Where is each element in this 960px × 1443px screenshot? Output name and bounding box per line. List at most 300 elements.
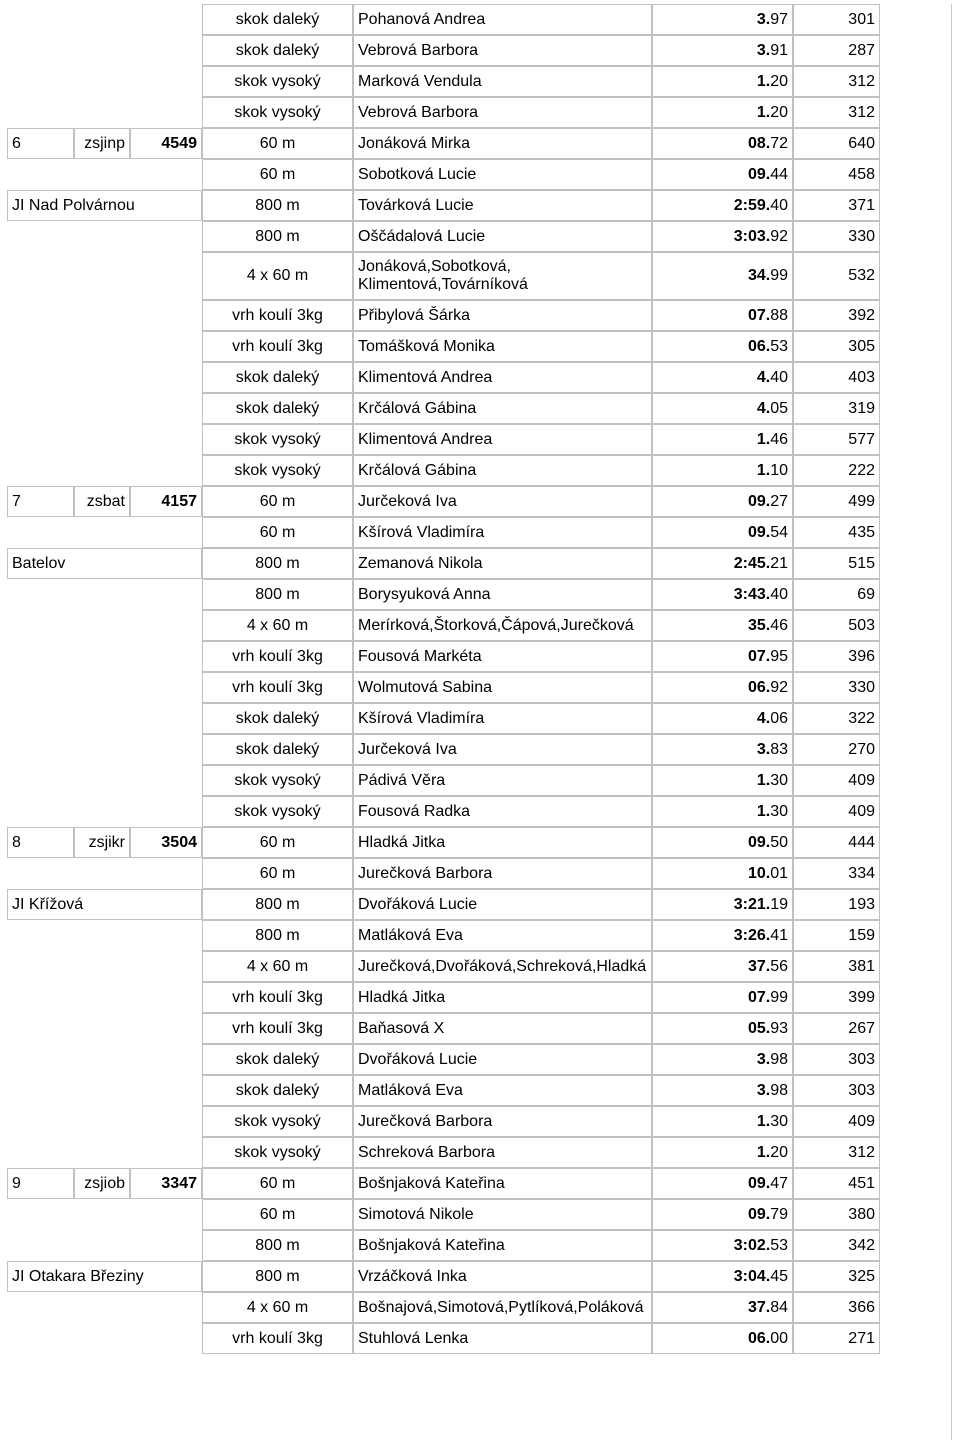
performance-minor: 46	[770, 616, 788, 634]
discipline-cell: skok vysoký	[202, 424, 353, 455]
performance-cell	[652, 331, 793, 362]
empty-cell	[7, 4, 202, 35]
points-cell: 371	[793, 190, 880, 221]
performance-cell	[652, 35, 793, 66]
points-cell: 330	[793, 221, 880, 252]
performance-minor: 30	[770, 802, 788, 820]
points-cell: 409	[793, 765, 880, 796]
points-cell: 392	[793, 300, 880, 331]
performance-minor: 01	[770, 864, 788, 882]
points-cell: 366	[793, 1292, 880, 1323]
athlete-cell: Jonáková,Sobotková, Klimentová,Továrníková	[353, 252, 652, 300]
performance-cell	[652, 1044, 793, 1075]
performance-major: 07.	[747, 306, 771, 324]
table-row	[7, 827, 880, 858]
performance-major: 37.	[747, 1298, 771, 1316]
performance-cell	[652, 1261, 793, 1292]
performance-cell	[652, 1230, 793, 1261]
performance-major: 3:03.	[733, 227, 771, 245]
performance-minor: 92	[770, 678, 788, 696]
school-code-cell: zsjinp	[74, 128, 130, 159]
table-row	[7, 1199, 880, 1230]
empty-cell	[7, 1323, 202, 1354]
school-name-cell: JI Otakara Březiny	[7, 1261, 202, 1292]
empty-cell	[7, 331, 202, 362]
points-cell: 640	[793, 128, 880, 159]
discipline-cell: skok vysoký	[202, 1137, 353, 1168]
discipline-cell: 800 m	[202, 1230, 353, 1261]
points-cell: 399	[793, 982, 880, 1013]
athlete-cell: Jurečková Barbora	[353, 1106, 652, 1137]
performance-cell	[652, 4, 793, 35]
table-row	[7, 889, 880, 920]
performance-major: 1.	[756, 771, 771, 789]
table-row	[7, 1075, 880, 1106]
points-cell: 222	[793, 455, 880, 486]
discipline-cell: skok vysoký	[202, 765, 353, 796]
discipline-cell: skok daleký	[202, 1044, 353, 1075]
empty-cell	[7, 1199, 202, 1230]
performance-cell	[652, 610, 793, 641]
discipline-cell: skok daleký	[202, 734, 353, 765]
performance-major: 06.	[747, 337, 771, 355]
discipline-cell: skok daleký	[202, 4, 353, 35]
athlete-cell: Vrzáčková Inka	[353, 1261, 652, 1292]
performance-cell	[652, 190, 793, 221]
points-cell: 303	[793, 1044, 880, 1075]
performance-minor: 27	[770, 492, 788, 510]
athlete-cell: Hladká Jitka	[353, 827, 652, 858]
performance-cell	[652, 486, 793, 517]
empty-cell	[7, 1292, 202, 1323]
empty-cell	[7, 1230, 202, 1261]
performance-major: 1.	[756, 461, 771, 479]
athlete-cell: Klimentová Andrea	[353, 424, 652, 455]
discipline-cell: skok daleký	[202, 1075, 353, 1106]
performance-major: 05.	[747, 1019, 771, 1037]
discipline-cell: skok daleký	[202, 703, 353, 734]
discipline-cell: skok daleký	[202, 393, 353, 424]
performance-cell	[652, 66, 793, 97]
table-row	[7, 159, 880, 190]
athlete-cell: Klimentová Andrea	[353, 362, 652, 393]
discipline-cell: vrh koulí 3kg	[202, 331, 353, 362]
discipline-cell: 800 m	[202, 548, 353, 579]
performance-minor: 20	[770, 1143, 788, 1161]
athlete-cell: Dvořáková Lucie	[353, 889, 652, 920]
performance-minor: 20	[770, 72, 788, 90]
table-row	[7, 703, 880, 734]
table-row	[7, 66, 880, 97]
performance-major: 4.	[756, 709, 771, 727]
performance-major: 1.	[756, 430, 771, 448]
performance-major: 3:26.	[733, 926, 771, 944]
performance-major: 06.	[747, 1329, 771, 1347]
table-row	[7, 1292, 880, 1323]
performance-cell	[652, 97, 793, 128]
empty-cell	[7, 765, 202, 796]
performance-major: 3:04.	[733, 1267, 771, 1285]
performance-cell	[652, 548, 793, 579]
performance-minor: 56	[770, 957, 788, 975]
performance-minor: 72	[770, 134, 788, 152]
athlete-cell: Baňasová X	[353, 1013, 652, 1044]
points-cell: 303	[793, 1075, 880, 1106]
discipline-cell: 4 x 60 m	[202, 951, 353, 982]
discipline-cell: 4 x 60 m	[202, 252, 353, 300]
table-row	[7, 190, 880, 221]
performance-minor: 84	[770, 1298, 788, 1316]
performance-minor: 54	[770, 523, 788, 541]
performance-minor: 40	[770, 368, 788, 386]
athlete-cell: Wolmutová Sabina	[353, 672, 652, 703]
points-cell: 159	[793, 920, 880, 951]
table-row	[7, 1168, 880, 1199]
table-row	[7, 1323, 880, 1354]
discipline-cell: 60 m	[202, 1168, 353, 1199]
points-cell: 577	[793, 424, 880, 455]
table-row	[7, 221, 880, 252]
performance-cell	[652, 579, 793, 610]
table-row	[7, 1013, 880, 1044]
athlete-cell: Fousová Markéta	[353, 641, 652, 672]
discipline-cell: 60 m	[202, 159, 353, 190]
rank-cell: 7	[7, 486, 74, 517]
discipline-cell: 800 m	[202, 221, 353, 252]
table-row	[7, 362, 880, 393]
discipline-cell: 60 m	[202, 486, 353, 517]
performance-major: 09.	[747, 833, 771, 851]
discipline-cell: 60 m	[202, 858, 353, 889]
athlete-cell: Stuhlová Lenka	[353, 1323, 652, 1354]
performance-cell	[652, 455, 793, 486]
discipline-cell: skok vysoký	[202, 455, 353, 486]
table-row	[7, 951, 880, 982]
table-row	[7, 1106, 880, 1137]
points-cell: 267	[793, 1013, 880, 1044]
performance-cell	[652, 889, 793, 920]
discipline-cell: vrh koulí 3kg	[202, 982, 353, 1013]
discipline-cell: skok vysoký	[202, 796, 353, 827]
performance-cell	[652, 1106, 793, 1137]
performance-major: 09.	[747, 492, 771, 510]
empty-cell	[7, 517, 202, 548]
performance-minor: 05	[770, 399, 788, 417]
empty-cell	[7, 951, 202, 982]
performance-major: 3.	[756, 1050, 771, 1068]
discipline-cell: vrh koulí 3kg	[202, 1013, 353, 1044]
discipline-cell: skok vysoký	[202, 97, 353, 128]
discipline-cell: 800 m	[202, 920, 353, 951]
table-row	[7, 252, 880, 300]
athlete-cell: Matláková Eva	[353, 920, 652, 951]
performance-major: 09.	[747, 1174, 771, 1192]
athlete-cell: Bošnajová,Simotová,Pytlíková,Poláková	[353, 1292, 652, 1323]
empty-cell	[7, 672, 202, 703]
discipline-cell: skok daleký	[202, 35, 353, 66]
empty-cell	[7, 579, 202, 610]
points-cell: 287	[793, 35, 880, 66]
performance-minor: 00	[770, 1329, 788, 1347]
performance-minor: 30	[770, 1112, 788, 1130]
performance-cell	[652, 1323, 793, 1354]
performance-minor: 99	[770, 267, 788, 284]
results-table	[7, 4, 880, 1354]
performance-cell	[652, 159, 793, 190]
performance-cell	[652, 1199, 793, 1230]
total-points-cell: 3347	[130, 1168, 202, 1199]
school-code-cell: zsjiob	[74, 1168, 130, 1199]
performance-cell	[652, 951, 793, 982]
school-code-cell: zsjikr	[74, 827, 130, 858]
performance-minor: 93	[770, 1019, 788, 1037]
table-row	[7, 393, 880, 424]
points-cell: 305	[793, 331, 880, 362]
performance-cell	[652, 1168, 793, 1199]
performance-cell	[652, 393, 793, 424]
performance-minor: 83	[770, 740, 788, 758]
points-cell: 458	[793, 159, 880, 190]
performance-minor: 40	[770, 196, 788, 214]
empty-cell	[7, 252, 202, 300]
points-cell: 381	[793, 951, 880, 982]
performance-minor: 46	[770, 430, 788, 448]
discipline-cell: 800 m	[202, 889, 353, 920]
empty-cell	[7, 300, 202, 331]
results-sheet	[7, 4, 952, 1440]
performance-cell	[652, 424, 793, 455]
athlete-cell: Jonáková Mirka	[353, 128, 652, 159]
athlete-cell: Dvořáková Lucie	[353, 1044, 652, 1075]
table-row	[7, 97, 880, 128]
table-row	[7, 1044, 880, 1075]
athlete-cell: Marková Vendula	[353, 66, 652, 97]
points-cell: 396	[793, 641, 880, 672]
empty-cell	[7, 424, 202, 455]
performance-cell	[652, 252, 793, 300]
table-row	[7, 641, 880, 672]
points-cell: 301	[793, 4, 880, 35]
performance-minor: 95	[770, 647, 788, 665]
empty-cell	[7, 1044, 202, 1075]
performance-minor: 06	[770, 709, 788, 727]
performance-minor: 41	[770, 926, 788, 944]
points-cell: 322	[793, 703, 880, 734]
discipline-cell: vrh koulí 3kg	[202, 641, 353, 672]
performance-cell	[652, 1292, 793, 1323]
performance-major: 37.	[747, 957, 771, 975]
performance-cell	[652, 1075, 793, 1106]
performance-cell	[652, 641, 793, 672]
points-cell: 334	[793, 858, 880, 889]
discipline-cell: 800 m	[202, 1261, 353, 1292]
performance-major: 09.	[747, 1205, 771, 1223]
performance-minor: 53	[770, 1236, 788, 1254]
athlete-cell: Bošnjaková Kateřina	[353, 1168, 652, 1199]
points-cell: 380	[793, 1199, 880, 1230]
school-name-cell: JI Křížová	[7, 889, 202, 920]
athlete-cell: Přibylová Šárka	[353, 300, 652, 331]
table-row	[7, 920, 880, 951]
athlete-cell: Pádivá Věra	[353, 765, 652, 796]
points-cell: 69	[793, 579, 880, 610]
school-name-cell: JI Nad Polvárnou	[7, 190, 202, 221]
empty-cell	[7, 641, 202, 672]
athlete-cell: Kšírová Vladimíra	[353, 703, 652, 734]
points-cell: 444	[793, 827, 880, 858]
discipline-cell: vrh koulí 3kg	[202, 1323, 353, 1354]
points-cell: 532	[793, 252, 880, 300]
points-cell: 312	[793, 1137, 880, 1168]
performance-cell	[652, 765, 793, 796]
points-cell: 409	[793, 1106, 880, 1137]
table-row	[7, 331, 880, 362]
performance-major: 07.	[747, 988, 771, 1006]
athlete-cell: Simotová Nikole	[353, 1199, 652, 1230]
points-cell: 342	[793, 1230, 880, 1261]
rank-cell: 9	[7, 1168, 74, 1199]
table-row	[7, 548, 880, 579]
performance-minor: 10	[770, 461, 788, 479]
performance-major: 35.	[747, 616, 771, 634]
performance-minor: 53	[770, 337, 788, 355]
athlete-cell: Tomášková Monika	[353, 331, 652, 362]
table-row	[7, 672, 880, 703]
table-row	[7, 765, 880, 796]
table-row	[7, 128, 880, 159]
table-row	[7, 455, 880, 486]
performance-major: 1.	[756, 802, 771, 820]
points-cell: 499	[793, 486, 880, 517]
table-row	[7, 486, 880, 517]
discipline-cell: 60 m	[202, 128, 353, 159]
rank-cell: 6	[7, 128, 74, 159]
empty-cell	[7, 362, 202, 393]
points-cell: 193	[793, 889, 880, 920]
performance-cell	[652, 1137, 793, 1168]
performance-cell	[652, 517, 793, 548]
performance-major: 3:02.	[733, 1236, 771, 1254]
athlete-cell: Sobotková Lucie	[353, 159, 652, 190]
discipline-cell: 60 m	[202, 1199, 353, 1230]
performance-cell	[652, 221, 793, 252]
performance-minor: 47	[770, 1174, 788, 1192]
empty-cell	[7, 221, 202, 252]
table-row	[7, 1137, 880, 1168]
total-points-cell: 3504	[130, 827, 202, 858]
athlete-cell: Merírková,Štorková,Čápová,Jurečková	[353, 610, 652, 641]
performance-major: 1.	[756, 72, 771, 90]
empty-cell	[7, 920, 202, 951]
performance-minor: 92	[770, 227, 788, 245]
total-points-cell: 4549	[130, 128, 202, 159]
points-cell: 271	[793, 1323, 880, 1354]
empty-cell	[7, 610, 202, 641]
table-row	[7, 982, 880, 1013]
performance-minor: 45	[770, 1267, 788, 1285]
athlete-cell: Fousová Radka	[353, 796, 652, 827]
performance-major: 1.	[756, 1143, 771, 1161]
performance-minor: 50	[770, 833, 788, 851]
points-cell: 409	[793, 796, 880, 827]
empty-cell	[7, 66, 202, 97]
performance-major: 1.	[756, 103, 771, 121]
table-row	[7, 1230, 880, 1261]
performance-cell	[652, 796, 793, 827]
performance-major: 3:21.	[733, 895, 771, 913]
performance-minor: 91	[770, 41, 788, 59]
performance-minor: 99	[770, 988, 788, 1006]
athlete-cell: Oščádalová Lucie	[353, 221, 652, 252]
discipline-cell: 60 m	[202, 517, 353, 548]
table-row	[7, 517, 880, 548]
athlete-cell: Vebrová Barbora	[353, 97, 652, 128]
points-cell: 312	[793, 97, 880, 128]
empty-cell	[7, 455, 202, 486]
table-row	[7, 35, 880, 66]
discipline-cell: 4 x 60 m	[202, 610, 353, 641]
discipline-cell: 4 x 60 m	[202, 1292, 353, 1323]
empty-cell	[7, 1137, 202, 1168]
performance-major: 3.	[756, 10, 771, 28]
performance-minor: 30	[770, 771, 788, 789]
athlete-cell: Bošnjaková Kateřina	[353, 1230, 652, 1261]
points-cell: 319	[793, 393, 880, 424]
performance-major: 3.	[756, 740, 771, 758]
performance-major: 3.	[756, 41, 771, 59]
athlete-cell: Pohanová Andrea	[353, 4, 652, 35]
athlete-cell: Krčálová Gábina	[353, 455, 652, 486]
discipline-cell: skok vysoký	[202, 66, 353, 97]
performance-cell	[652, 827, 793, 858]
performance-cell	[652, 703, 793, 734]
total-points-cell: 4157	[130, 486, 202, 517]
athlete-cell: Kšírová Vladimíra	[353, 517, 652, 548]
performance-major: 2:45.	[733, 554, 771, 572]
performance-major: 06.	[747, 678, 771, 696]
performance-cell	[652, 128, 793, 159]
points-cell: 435	[793, 517, 880, 548]
empty-cell	[7, 734, 202, 765]
performance-major: 10.	[747, 864, 771, 882]
points-cell: 503	[793, 610, 880, 641]
performance-cell	[652, 858, 793, 889]
rank-cell: 8	[7, 827, 74, 858]
performance-cell	[652, 734, 793, 765]
table-row	[7, 610, 880, 641]
empty-cell	[7, 796, 202, 827]
athlete-cell: Jurčeková Iva	[353, 734, 652, 765]
empty-cell	[7, 858, 202, 889]
points-cell: 325	[793, 1261, 880, 1292]
performance-minor: 98	[770, 1081, 788, 1099]
table-row	[7, 424, 880, 455]
school-name-cell: Batelov	[7, 548, 202, 579]
points-cell: 515	[793, 548, 880, 579]
table-row	[7, 858, 880, 889]
points-cell: 403	[793, 362, 880, 393]
empty-cell	[7, 982, 202, 1013]
performance-major: 3.	[756, 1081, 771, 1099]
athlete-cell: Borysyuková Anna	[353, 579, 652, 610]
discipline-cell: skok vysoký	[202, 1106, 353, 1137]
table-row	[7, 579, 880, 610]
performance-cell	[652, 362, 793, 393]
performance-major: 2:59.	[733, 196, 771, 214]
athlete-cell: Jurečková Barbora	[353, 858, 652, 889]
empty-cell	[7, 159, 202, 190]
table-row	[7, 4, 880, 35]
